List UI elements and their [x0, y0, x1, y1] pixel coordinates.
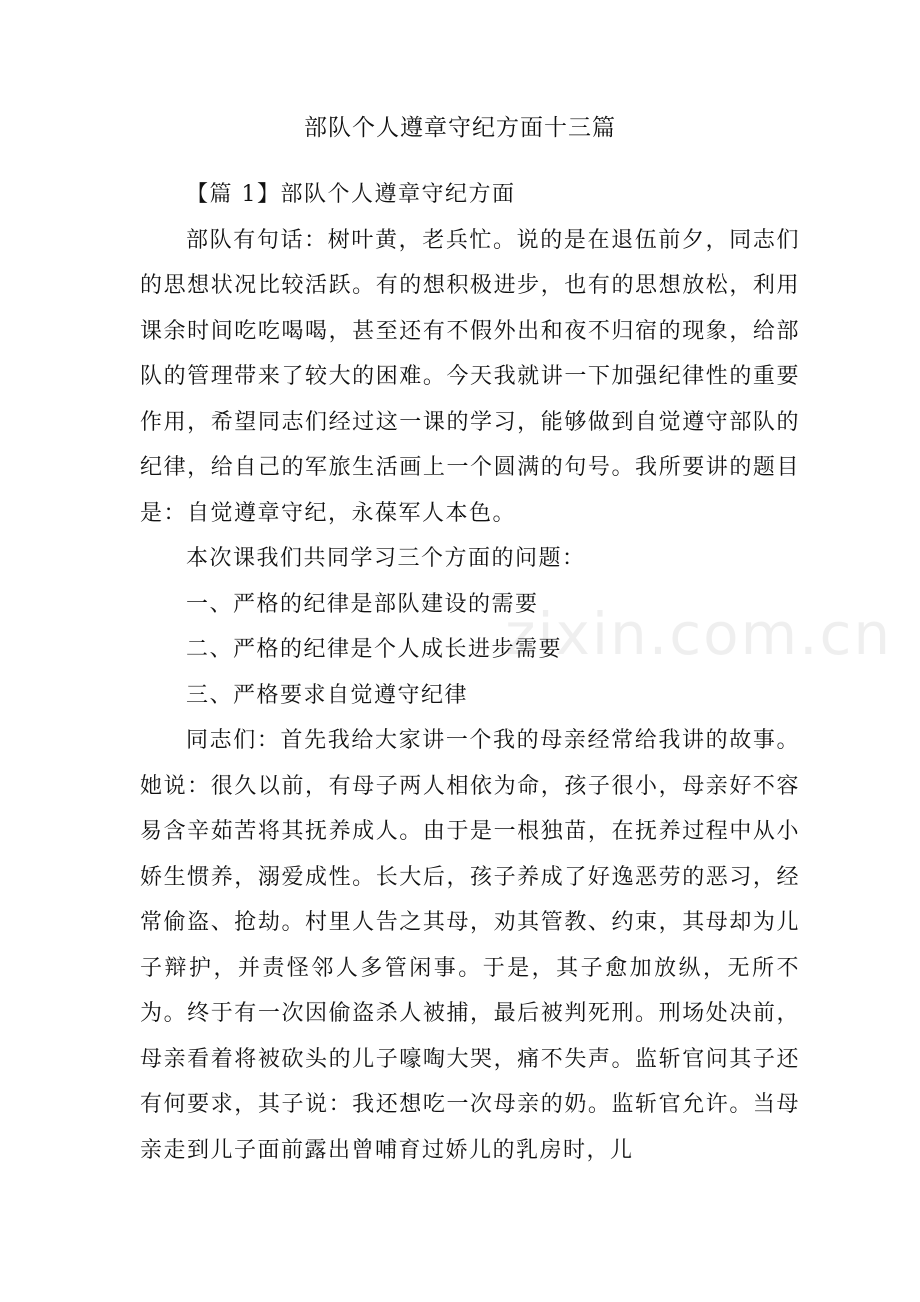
paragraph-intro: 部队有句话：树叶黄，老兵忙。说的是在退伍前夕，同志们的思想状况比较活跃。有的想积极进步，也有的思想放松，利用课余时间吃吃喝喝，甚至还有不假外出和夜不归宿的现象，给部队的管理带来了较大的困难。今天我就讲一下加强纪律性的重要作用，希望同志们经过这一课的学习，能够做到自觉遵守部队的纪律，给自己的军旅生活画上一个圆满的句号。我所要讲的题目是：自觉遵章守纪，永葆军人本色。 — [140, 227, 800, 526]
list-item-3: 三、严格要求自觉遵守纪律 — [186, 682, 469, 708]
paragraph-story: 同志们：首先我给大家讲一个我的母亲经常给我讲的故事。她说：很久以前，有母子两人相依为命，孩子很小，母亲好不容易含辛茹苦将其抚养成人。由于是一根独苗，在抚养过程中从小娇生惯养，溺爱成性。长大后，孩子养成了好逸恶劳的恶习，经常偷盗、抢劫。村里人告之其母，劝其管教、约束，其母却为儿子辩护，并责怪邻人多管闲事。于是，其子愈加放纵，无所不为。终于有一次因偷盗杀人被捕，最后被判死刑。刑场处决前，母亲看着将被砍头的儿子嚎啕大哭，痛不失声。监斩官问其子还有何要求，其子说：我还想吃一次母亲的奶。监斩官允许。当母亲走到儿子面前露出曾哺育过娇儿的乳房时，儿 — [140, 728, 800, 1163]
paragraph-overview: 本次课我们共同学习三个方面的问题： — [186, 546, 586, 571]
document-body — [140, 172, 800, 1173]
watermark: zixin.com.cn — [505, 600, 893, 668]
document-title: 部队个人遵章守纪方面十三篇 — [304, 115, 616, 141]
section-heading: 【篇 1】部队个人遵章守纪方面 — [186, 182, 516, 207]
list-item-2: 二、严格的纪律是个人成长进步需要 — [186, 637, 563, 662]
list-item-1: 一、严格的纪律是部队建设的需要 — [186, 591, 539, 617]
